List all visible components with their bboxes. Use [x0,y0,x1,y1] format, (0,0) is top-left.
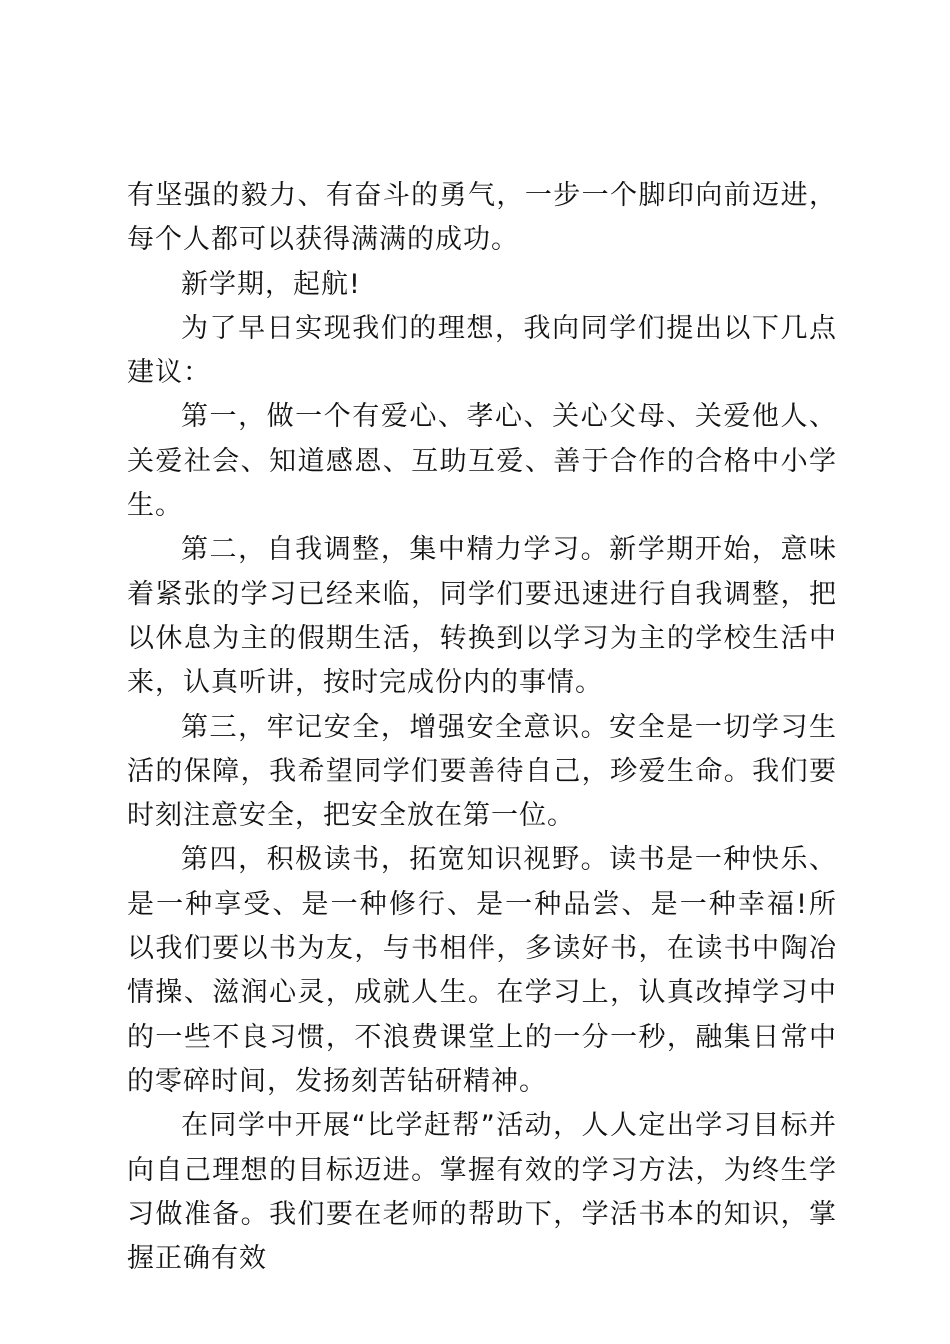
paragraph-continuation: 有坚强的毅力、有奋斗的勇气，一步一个脚印向前迈进，每个人都可以获得满满的成功。 [127,180,837,256]
paragraph-third-suggestion: 第三，牢记安全，增强安全意识。安全是一切学习生活的保障，我希望同学们要善待自己，珍爱生命。我们要时刻注意安全，把安全放在第一位。 [127,711,837,832]
paragraph-suggestions-intro: 为了早日实现我们的理想，我向同学们提出以下几点建议： [127,312,837,389]
paragraph-first-suggestion: 第一，做一个有爱心、孝心、关心父母、关爱他人、关爱社会、知道感恩、互助互爱、善于合作的合格中小学生。 [127,401,837,522]
document-body [127,174,837,1281]
paragraph-new-term: 新学期，起航! [181,268,361,300]
paragraph-second-suggestion: 第二，自我调整，集中精力学习。新学期开始，意味着紧张的学习已经来临，同学们要迅速进行自我调整，把以休息为主的假期生活，转换到以学习为主的学校生活中来，认真听讲，按时完成份内的事情。 [127,534,837,699]
paragraph-fourth-suggestion: 第四，积极读书，拓宽知识视野。读书是一种快乐、是一种享受、是一种修行、是一种品尝、是一种幸福!所以我们要以书为友，与书相伴，多读好书，在读书中陶冶情操、滋润心灵，成就人生。在学习上，认真改掉学习中的一些不良习惯，不浪费课堂上的一分一秒，融集日常中的零碎时间，发扬刻苦钻研精神。 [127,844,837,1097]
paragraph-study-activity: 在同学中开展“比学赶帮”活动，人人定出学习目标并向自己理想的目标迈进。掌握有效的学习方法，为终生学习做准备。我们要在老师的帮助下，学活书本的知识，掌握正确有效 [127,1110,837,1275]
